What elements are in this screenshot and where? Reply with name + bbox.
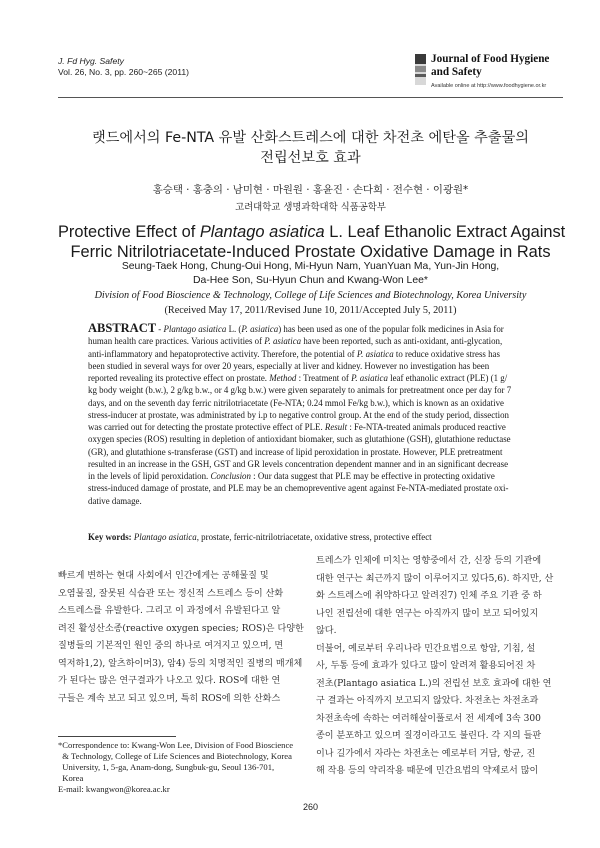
- abstract-line: [88, 322, 533, 335]
- english-authors-line1: Seung-Taek Hong, Chung-Oui Hong, Mi-Hyun Nam, YuanYuan Ma, Yun-Jin Hong,: [121, 261, 500, 272]
- body-line: 트레스가 인체에 미치는 영향중에서 간, 신장 등의 기관에: [316, 556, 542, 566]
- journal-citation: Vol. 26, No. 3, pp. 260~265 (2011): [58, 67, 189, 77]
- abstract-run: Plantago asiatica: [163, 324, 227, 334]
- korean-title-line1: 랫드에서의 Fe-NTA 유발 산화스트레스에 대한 차전초 에탄올 추출물의: [91, 130, 530, 146]
- footnote-line: Korea: [58, 772, 84, 783]
- abstract-line: [88, 421, 533, 433]
- footnote-divider: [58, 736, 176, 737]
- abstract-run: P. asiatica: [241, 324, 279, 334]
- keywords: [88, 532, 533, 542]
- korean-authors: 홍승택 · 홍충의 · 남미현 · 마원원 · 홍윤진 · 손다희 · 전수현 · 이광원*: [152, 184, 469, 196]
- journal-logo-line2: and Safety: [431, 65, 482, 78]
- abstract-run: dative damage.: [88, 495, 142, 506]
- body-line: 사, 두통 등에 효과가 있다고 많이 알려져 활용되어진 차: [316, 661, 536, 671]
- english-title-part-b: L. Leaf Ethanolic Extract Against: [324, 223, 566, 241]
- abstract-run: Method: [269, 373, 297, 384]
- page-number: 260: [302, 802, 319, 812]
- abstract-run: stress-inducer at prostate, was administrated by i.p to negative control group. At the end of the study period, dissection: [88, 409, 509, 420]
- body-line: 역저하1,2), 알츠하이머3), 암4) 등의 치명적인 질병의 매개체: [58, 658, 303, 669]
- abstract-run: leaf ethanolic extract (PLE) (1 g/: [387, 373, 508, 384]
- journal-logo: [415, 51, 563, 95]
- abstract-run: : Our data suggest that PLE may be effective in protecting oxidative: [250, 471, 495, 482]
- body-column-left: [58, 568, 306, 708]
- abstract-run: : Treatment of: [296, 373, 352, 384]
- body-column-right: [316, 553, 564, 781]
- body-line: 전초(Plantago asiatica L.)의 전립선 보호 효과에 대한 연: [316, 678, 552, 689]
- abstract-line: [88, 482, 533, 494]
- correspondence-footnote: [58, 740, 308, 795]
- abstract-run: P. asiatica: [351, 373, 388, 384]
- keywords-species: Plantago asiatica: [133, 532, 197, 542]
- body-line: 대한 연구는 최근까지 많이 이루어지고 있다5,6). 하지만, 산: [316, 573, 554, 584]
- abstract-line: [88, 335, 533, 347]
- journal-reference: [58, 56, 189, 78]
- journal-logo-title: [431, 53, 549, 78]
- body-line: 오염물질, 잘못된 식습관 또는 정신적 스트레스 등이 산화: [58, 588, 284, 599]
- footnote-line: E-mail: kwangwon@korea.ac.kr: [58, 783, 170, 794]
- abstract-line: [88, 384, 533, 396]
- received-dates: (Received May 17, 2011/Revised June 10, 2011/Accepted July 5, 2011): [164, 305, 457, 316]
- abstract-run: was carried out for detecting the prostate protective effect of PLE.: [88, 422, 325, 433]
- body-line: 려진 활성산소종(reactive oxygen species; ROS)은 다양한: [58, 623, 304, 634]
- body-line: 구 결과는 아직까지 보고되지 않았다. 차전초는 차전초과: [316, 696, 539, 706]
- body-line: 질병들의 기본적인 원인 중의 하나로 여겨지고 있으며, 면: [58, 641, 284, 651]
- abstract-run: have been reported, such as anti-oxidant, anti-glycation,: [301, 336, 503, 347]
- abstract-run: P. asiatica: [264, 336, 302, 347]
- body-line: 더불어, 예로부터 우리나라 민간요법으로 항암, 기침, 설: [316, 643, 536, 654]
- abstract-run: Conclusion: [210, 471, 251, 482]
- abstract-run: : Fe-NTA-treated animals produced reactive: [347, 422, 506, 433]
- body-line: 않다.: [316, 626, 337, 636]
- abstract-run: P. asiatica: [356, 348, 394, 359]
- abstract-run: kg body weight (b.w.), 2 g/kg b.w., or 4 g/kg b.w.) were given separately to animals for pretreatment once per day for 7: [88, 385, 512, 396]
- body-line: 가 된다는 많은 연구결과가 나오고 있다. ROS에 대한 연: [58, 676, 281, 686]
- abstract-line: [88, 409, 533, 421]
- abstract-line: [88, 495, 533, 507]
- abstract-run: days, and on the seventh day ferric nitrilotriacetate (Fe-NTA; 0.24 mmol Fe/kg b.w.), which is known as an oxidative: [88, 397, 504, 408]
- korean-title-line2: 전립선보호 효과: [260, 150, 361, 166]
- abstract-line: [88, 360, 533, 372]
- abstract-run: L. (: [226, 324, 242, 334]
- abstract-run: -: [156, 324, 164, 334]
- abstract-line: [88, 372, 533, 384]
- keywords-label: Key words:: [88, 532, 132, 542]
- abstract-line: [88, 348, 533, 360]
- body-line: 차전초속에 속하는 여러해살이풀로서 전 세계에 3속 300: [316, 713, 541, 724]
- journal-logo-line1: Journal of Food Hygiene: [431, 53, 550, 65]
- body-line: 화 스트레스에 취약하다고 알려진7) 인체 주요 기관 중 하: [316, 591, 542, 601]
- abstract-run: human health care practices. Various activities of: [88, 336, 265, 347]
- footnote-line: & Technology, College of Life Sciences and Biotechnology, Korea: [58, 750, 292, 761]
- body-line: 구들은 계속 보고 되고 있으며, 특히 ROS에 의한 산화스: [58, 693, 281, 704]
- abstract-run: (GR), and glutathione s-transferase (GST) and increase of lipid peroxidation in prostate. However, PLE pretreatment: [88, 446, 503, 457]
- english-title-species: Plantago asiatica: [199, 223, 325, 241]
- abstract: [88, 322, 533, 507]
- abstract-run: to reduce oxidative stress has: [393, 348, 500, 359]
- abstract-run: reported revealing its protective effect on prostate.: [88, 373, 270, 384]
- english-title-part-a: Protective Effect of: [58, 223, 200, 241]
- body-line: 종이 분포하고 있으며 질경이라고도 불린다. 각 지의 들판: [316, 731, 542, 741]
- abstract-line: [88, 397, 533, 409]
- abstract-run: in the levels of lipid peroxidation.: [88, 471, 211, 482]
- korean-affiliation: 고려대학교 생명과학대학 식품공학부: [235, 202, 386, 213]
- body-line: 스트레스를 유발한다. 그리고 이 과정에서 유발된다고 알: [58, 606, 281, 616]
- footnote-line: *Correspondence to: Kwang-Won Lee, Division of Food Bioscience: [58, 740, 294, 750]
- english-affiliation: Division of Food Bioscience & Technology, College of Life Sciences and Biotechnology, Korea University: [94, 290, 527, 301]
- abstract-run: oxygen species (ROS) resulting in depletion of antioxidant biomaker, such as glutathione (GSH), glutathione reductase: [88, 434, 511, 445]
- english-title-line1: [58, 223, 566, 242]
- abstract-run: stress-induced damage of prostate, and PLE may be an chemopreventive agent against Fe-NTA-mediated prostate oxi-: [88, 483, 509, 494]
- journal-logo-mark-icon: [415, 54, 426, 85]
- abstract-run: been studied in several ways for over 20 years, especially at liver and kidney. However no investigation has been: [88, 360, 490, 371]
- english-title-line2: Ferric Nitrilotriacetate-Induced Prostate Oxidative Damage in Rats: [70, 243, 551, 261]
- body-line: 빠르게 변하는 현대 사회에서 인간에게는 공해물질 및: [58, 571, 269, 581]
- abstract-line: [88, 446, 533, 458]
- english-authors-line2: Da-Hee Son, Su-Hyun Chun and Kwang-Won Lee*: [193, 275, 428, 286]
- abstract-line: [88, 458, 533, 470]
- abstract-run: resulted in an increase in the GSH, GST and GR levels concentration dependent manner and in an significant decrease: [88, 458, 509, 469]
- footnote-line: University, 1, 5-ga, Anam-dong, Sungbuk-gu, Seoul 136-701,: [58, 761, 275, 772]
- abstract-run: ) has been used as one of the popular folk medicines in Asia for: [278, 324, 504, 334]
- journal-logo-url: Available online at http://www.foodhygiene.or.kr: [431, 83, 547, 89]
- abstract-run: Result: [324, 422, 348, 433]
- header-divider: [58, 97, 563, 98]
- abstract-heading: ABSTRACT: [88, 321, 157, 335]
- abstract-line: [88, 470, 533, 482]
- body-line: 이나 길가에서 자라는 차전초는 예로부터 거담, 항균, 진: [316, 748, 536, 759]
- abstract-run: anti-inflammatory and hepatoprotective activity. Therefore, the potential of: [88, 348, 357, 359]
- body-line: 나인 전립선에 대한 연구는 아직까지 많이 보고 되어있지: [316, 608, 539, 619]
- journal-abbrev: J. Fd Hyg. Safety: [58, 56, 124, 66]
- abstract-line: [88, 433, 533, 445]
- keywords-rest: , prostate, ferric-nitrilotriacetate, oxidative stress, protective effect: [196, 532, 432, 542]
- body-line: 해 작용 등의 약리작용 때문에 민간요법의 약제로서 많이: [316, 766, 539, 776]
